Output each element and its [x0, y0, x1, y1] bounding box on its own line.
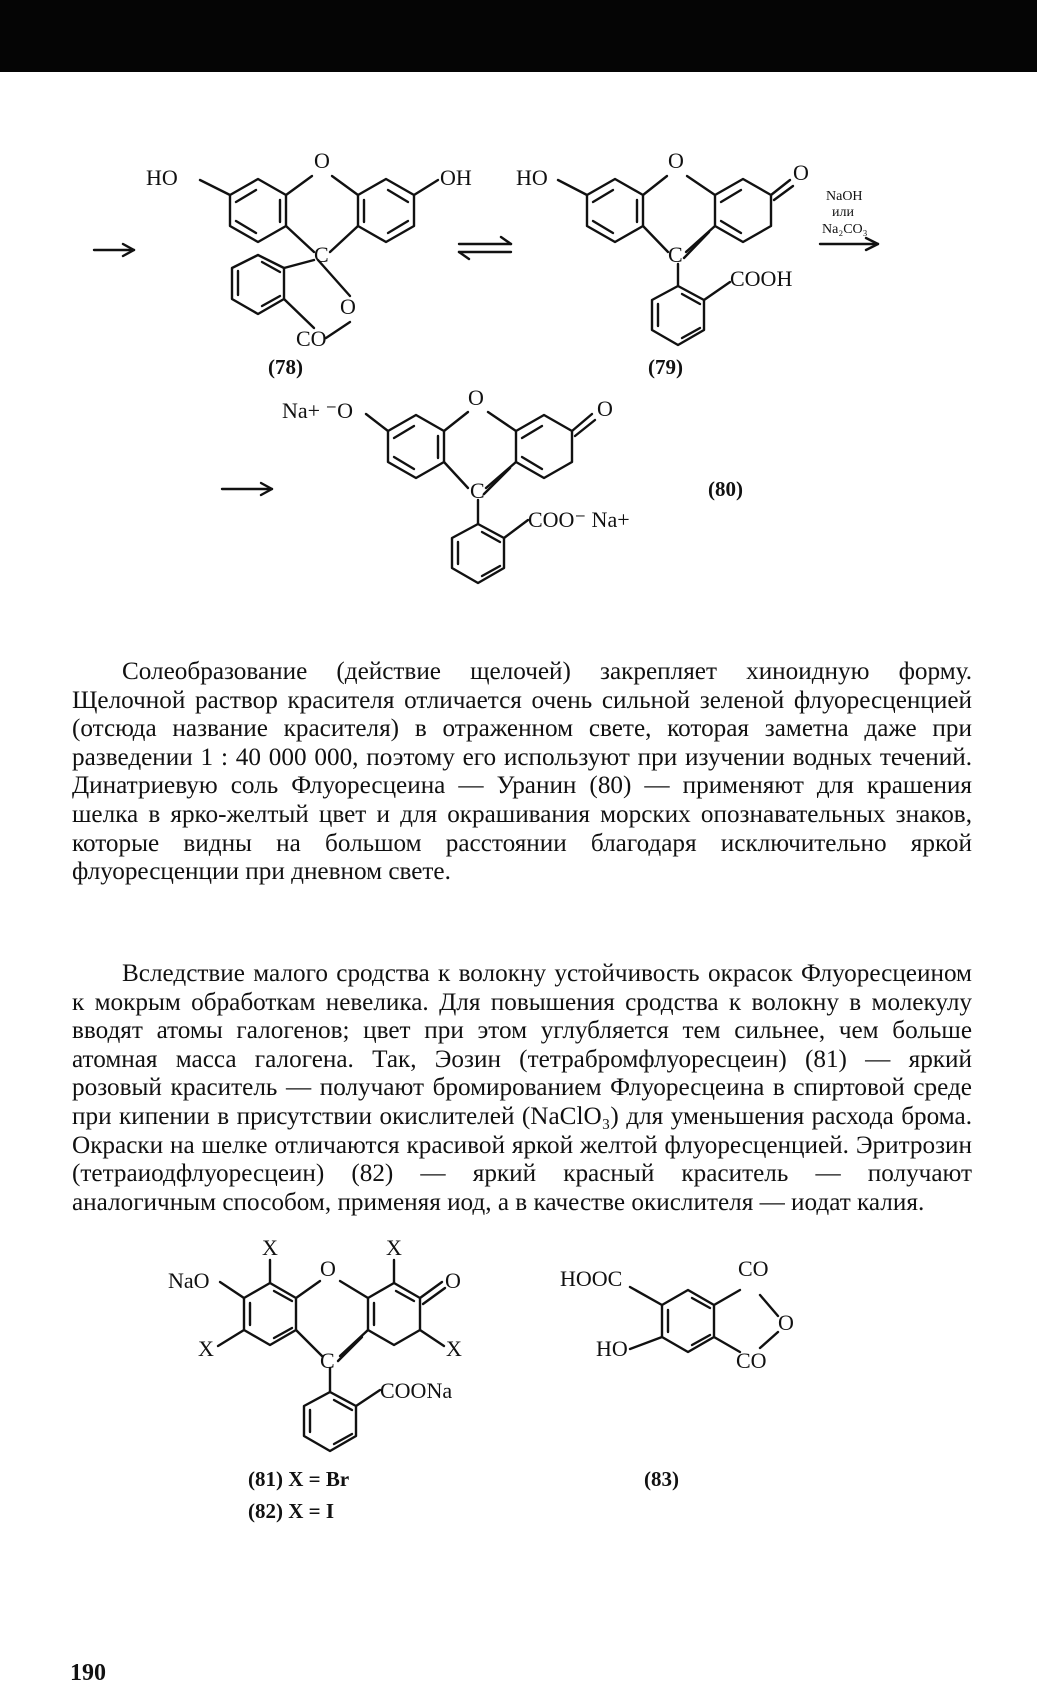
reagent-naoh: NaOH — [826, 189, 863, 204]
s81-nao: NaO — [168, 1268, 210, 1293]
paragraph-eosin-erythrosine: Вследствие малого сродства к волокну устойчивость окрасок Флуоресцеином к мокрым обработкам невелика. Для повышения сродства к волокну в молекулу вводят атомы галогенов; цвет при этом углубляется тем сильнее, чем больше атомная масса галогена. Так, Эозин (тетрабромфлуоресцеин) (81) — яркий розовый краситель — получают бромированием Флуоресцеина в спиртовой среде при кипении в присутствии окислителей (NaClO₃) для уменьшения расхода брома. Окраски на шелке отличаются красивой яркой желтой флуоресценцией. Эритрозин (тетраиодфлуоресцеин) (82) — яркий красный краситель — получают аналогичным способом, применяя иод, а в качестве окислителя — иодат калия. — [72, 960, 972, 1216]
s81-o2: O — [445, 1268, 461, 1293]
s81-coona: COONa — [380, 1378, 453, 1403]
s81-o: O — [320, 1256, 336, 1281]
label-82: (82) X = I — [248, 1499, 335, 1523]
s83-hooc: HOOC — [560, 1266, 623, 1291]
label-79: (79) — [648, 355, 683, 379]
s80-c: C — [470, 478, 485, 503]
s80-o: O — [468, 385, 484, 410]
s83-o: O — [778, 1310, 794, 1335]
s78-o: O — [314, 148, 330, 173]
s78-oh: OH — [440, 165, 472, 190]
s78-ho: HO — [146, 165, 178, 190]
paragraph-salt-formation: Солеобразование (действие щелочей) закрепляет хиноидную форму. Щелочной раствор красителя отличается очень сильной зеленой флуоресценцией (отсюда название красителя) в отраженном свете, которая заметна даже при разведении 1 : 40 000 000, поэтому его используют при изучении водных течений. Динатриевую соль Флуоресцеина — Уранин (80) — применяют для крашения шелка в ярко-желтый цвет и для окрашивания морских опознавательных знаков, которые видны на большом расстоянии благодаря исключительно яркой флуоресценции при дневном свете. — [72, 658, 972, 886]
s80-o2: O — [597, 396, 613, 421]
s81-x-right: X — [446, 1336, 462, 1361]
s83-co1: CO — [738, 1256, 769, 1281]
s81-c: C — [320, 1348, 335, 1373]
s79-o2: O — [793, 160, 809, 185]
s79-cooh: COOH — [730, 266, 793, 291]
s83-co2: CO — [736, 1348, 767, 1373]
s81-x-left: X — [198, 1336, 214, 1361]
s78-co: CO — [296, 326, 327, 351]
s79-c: C — [668, 242, 683, 267]
s80-na-o: Na+ ⁻O — [282, 398, 354, 423]
s79-ho: HO — [516, 165, 548, 190]
s78-c: C — [314, 242, 329, 267]
label-81: (81) X = Br — [248, 1467, 350, 1491]
reagent-or: или — [832, 205, 854, 220]
s78-o2: O — [340, 294, 356, 319]
reagent-na2co3: Na₂CO₃ — [822, 222, 868, 237]
label-83: (83) — [644, 1467, 679, 1491]
s83-ho: HO — [596, 1336, 628, 1361]
s80-coo: COO⁻ Na+ — [528, 507, 630, 532]
s79-o: O — [668, 148, 684, 173]
s81-x-top2: X — [386, 1235, 402, 1260]
label-78: (78) — [268, 355, 303, 379]
label-80: (80) — [708, 477, 743, 501]
page-number: 190 — [70, 1660, 106, 1686]
s81-x-top1: X — [262, 1235, 278, 1260]
